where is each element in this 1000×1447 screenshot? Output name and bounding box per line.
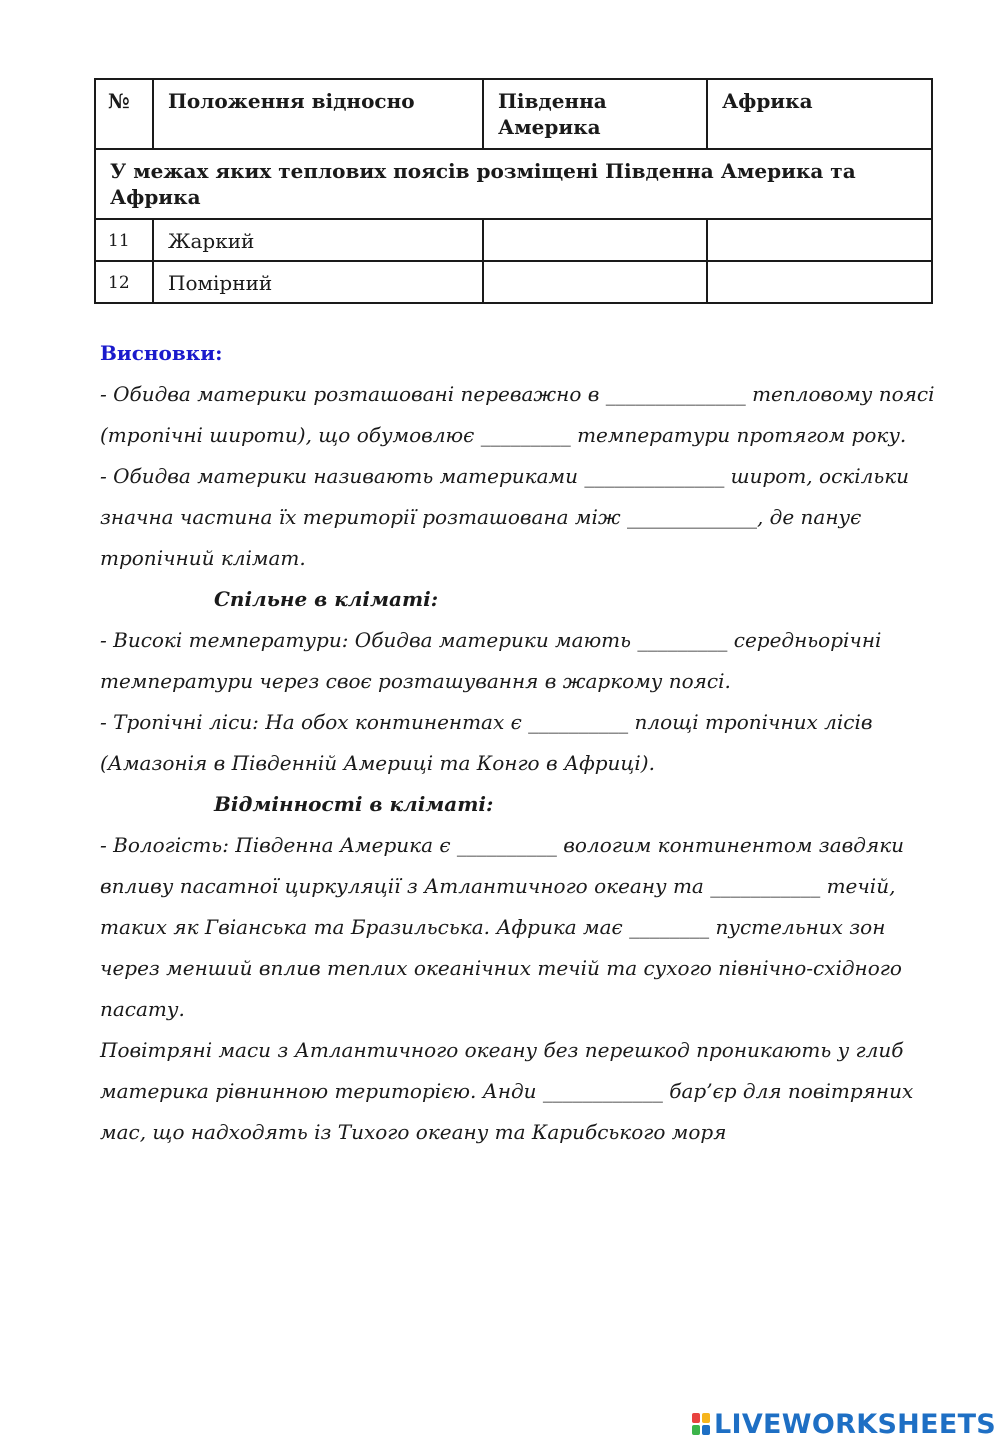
header-number: № [95,79,153,149]
logo-square [702,1425,710,1435]
common-climate-heading: Спільне в кліматі: [214,587,439,611]
table-row [95,261,932,303]
logo-mark-icon [692,1413,710,1435]
conclusions-heading: Висновки: [100,341,223,365]
table-header-row [95,79,932,149]
section-title: У межах яких теплових поясів розміщені Південна Америка та Африка [95,149,932,219]
conclusion-paragraph: Повітряні маси з Атлантичного океану без перешкод проникають у глиб материка рівнинною територією. Анди ____________ бар’єр для повітряних мас, що надходять із Тихого океану та Карибського моря [100,1038,914,1144]
answer-cell-africa[interactable] [707,261,932,303]
answer-cell-south-america[interactable] [483,261,707,303]
climate-differences-heading: Відмінності в кліматі: [214,792,494,816]
logo-square [692,1425,700,1435]
logo-square [692,1413,700,1423]
header-africa: Африка [707,79,932,149]
header-south-america: Південна Америка [483,79,707,149]
conclusion-paragraph: - Тропічні ліси: На обох континентах є __________ площі тропічних лісів (Амазонія в Південній Америці та Конго в Африці). [100,710,873,775]
conclusion-paragraph: - Обидва материки називають материками ______________ широт, оскільки значна частина їх території розташована між _____________, де панує тропічний клімат. [100,464,910,570]
table-row [95,219,932,261]
conclusion-paragraph: - Обидва материки розташовані переважно в ______________ тепловому поясі (тропічні широти), що обумовлює _________ температури протягом року. [100,382,935,447]
row-number: 12 [95,261,153,303]
conclusion-paragraph: - Високі температури: Обидва материки мають _________ середньорічні температури через своє розташування в жаркому поясі. [100,628,882,693]
row-label: Жаркий [153,219,483,261]
row-number: 11 [95,219,153,261]
conclusion-paragraph: - Вологість: Південна Америка є __________ вологим континентом завдяки впливу пасатної циркуляції з Атлантичного океану та ___________ течій, таких як Гвіанська та Бразильська. Африка має ________ пустельних зон через менший вплив теплих океанічних течій та сухого північно-східного пасату. [100,833,905,1021]
table-section-row [95,149,932,219]
logo-square [702,1413,710,1423]
header-position: Положення відносно [153,79,483,149]
climate-table [94,78,933,304]
row-label: Помірний [153,261,483,303]
logo-text: LIVEWORKSHEETS [714,1408,997,1440]
liveworksheets-logo [692,1407,997,1441]
answer-cell-africa[interactable] [707,219,932,261]
conclusions-section [100,333,940,1153]
answer-cell-south-america[interactable] [483,219,707,261]
